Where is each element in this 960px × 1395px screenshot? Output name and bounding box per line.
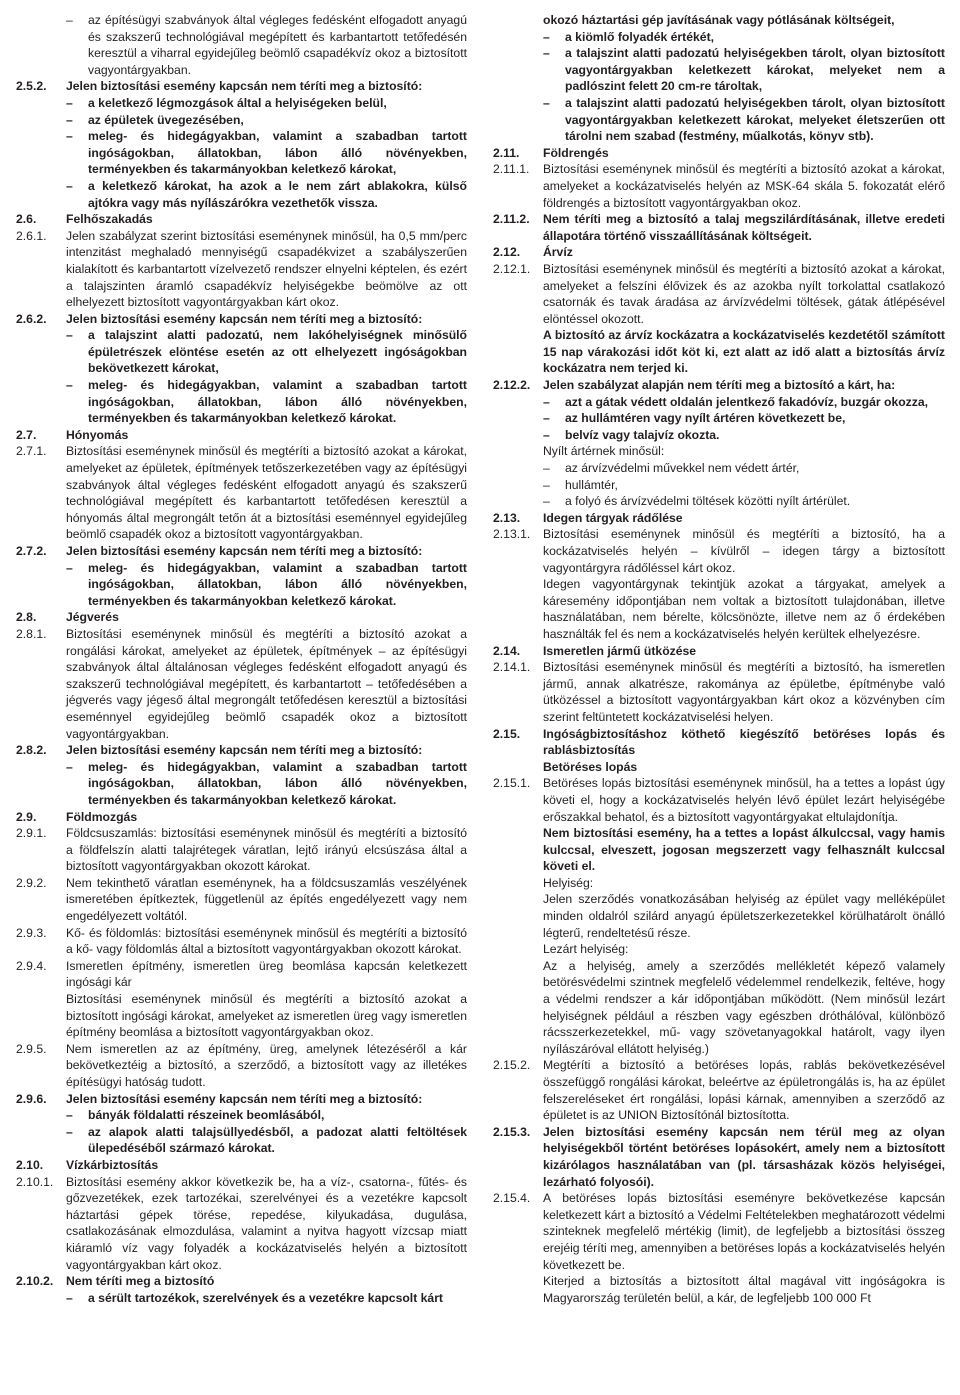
clause	[16, 1041, 467, 1091]
list-item-text: a talajszint alatti padozatú, nem lakóhelyiségnek minősülő épületrészek elöntése esetén az ott elhelyezett ingóságokban bekövetkezett károkat,	[88, 328, 467, 376]
list-item	[493, 493, 945, 510]
clause-text: Nem téríti meg a biztosító a talaj megszilárdításának, illetve eredeti állapotára történő visszaállításának költségeit.	[543, 212, 945, 243]
clause-number: 2.11.	[493, 145, 520, 160]
section-title: Jégverés	[66, 610, 119, 625]
clause	[16, 311, 467, 328]
clause-number: 2.15.3.	[493, 1124, 531, 1139]
section-title: Felhőszakadás	[66, 212, 153, 227]
clause-text: Biztosítási esemény akkor következik be, ha a víz-, csatorna-, fűtés- és gőzvezetékek, ezek tartozékai, szerelvényei és a vezetékre kapcsolt háztartási gépek törése, repedése, kilyukadása, dugulása, csatlakozásának elmozdulása, valamint a nyitva hagyott vízcsap miatt kiáramló víz vagy folyadék a kockázatviselés helyén a biztosított vagyontárgyakban kárt okoz.	[66, 1174, 467, 1272]
paragraph: Betöréses lopás	[543, 759, 638, 774]
clause-text: Biztosítási eseménynek minősül és megtéríti a biztosító azokat a károkat, amelyeket az épületek, építmények tetőszerkezetében vagy az építésügyi szabványok által végleges fedésként elfogadott anyagú és szakszerű technológiával megépített és karbantartott tetőfedésen keresztül a hónyomás által megrongált tetőn át a biztosítási eseménnyel egyidejűleg beömlő csapadék okoz a biztosított vagyontárgyakban.	[66, 444, 467, 542]
list-item	[16, 95, 467, 112]
section-title: Vízkárbiztosítás	[66, 1157, 159, 1172]
list-item	[493, 95, 945, 145]
list-item-text: a keletkező károkat, ha azok a le nem zárt ablakokra, külső ajtókra vagy más nyílászárókra vezethetők vissza.	[88, 178, 467, 210]
paragraph: Idegen vagyontárgynak tekintjük azokat a tárgyakat, amelyek a káresemény időpontjában nem voltak a biztosított tulajdonában, illetve használatában, nem bérelte, kölcsönözte, illetve nem az ő érdekében használták fel és nem a kockázatviselés helyén kerültek elhelyezésre.	[543, 577, 945, 641]
section-title: Hónyomás	[66, 427, 129, 442]
clause-number: 2.7.	[16, 427, 37, 442]
dash-bullet: –	[543, 461, 550, 476]
dash-bullet: –	[66, 328, 73, 343]
clause-number: 2.15.	[493, 726, 521, 741]
clause	[16, 626, 467, 742]
dash-bullet: –	[66, 1124, 73, 1139]
clause-number: 2.9.	[16, 809, 37, 824]
clause-number: 2.9.4.	[16, 958, 47, 973]
clause-number: 2.7.2.	[16, 544, 47, 558]
clause-number: 2.10.1.	[16, 1174, 54, 1189]
clause-number: 2.15.4.	[493, 1191, 531, 1206]
list-item	[493, 45, 945, 95]
clause-text: Biztosítási eseménynek minősül és megtéríti a biztosító, ha ismeretlen jármű, annak alkatrésze, rakománya az épületbe, építménybe való ütközéssel a biztosított vagyontárgyakban kárt okoz a közvényben cím szerint feltüntetett kockázatviselési helyen.	[543, 660, 945, 724]
clause	[16, 1273, 467, 1290]
clause	[493, 1124, 945, 1190]
paragraph: Nem biztosítási esemény, ha a tettes a lopást álkulccsal, vagy hamis kulccsal, elveszett, jogosan megszerzett vagy felhasznált kulccsal követi el.	[543, 826, 945, 874]
clause	[16, 1091, 467, 1108]
clause-text: Jelen biztosítási esemény kapcsán nem téríti meg a biztosító:	[66, 743, 423, 758]
clause	[493, 526, 945, 576]
list-item-text: belvíz vagy talajvíz okozta.	[565, 427, 720, 442]
dash-bullet: –	[66, 560, 73, 575]
clause-number: 2.12.2.	[493, 378, 531, 393]
list-item	[16, 178, 467, 211]
dash-bullet: –	[543, 46, 550, 61]
clause	[16, 543, 467, 560]
list-item-text: meleg- és hidegágyakban, valamint a szabadban tartott ingóságokban, állatokban, lábon álló növényekben, terményekben és takarmányokban keletkező károkat,	[88, 129, 467, 177]
dash-bullet: –	[543, 427, 550, 442]
clause	[493, 261, 945, 327]
clause-number: 2.5.2.	[16, 79, 47, 94]
list-item	[493, 460, 945, 477]
clause-text: Biztosítási eseménynek minősül és megtéríti a biztosító azokat a károkat, amelyeket a kockázatviselés helyén az MSK-64 skála 5. fokozatát elérő földrengés a biztosított vagyontárgyakban okoz.	[543, 162, 945, 210]
clause	[16, 742, 467, 759]
paragraph: Jelen szerződés vonatkozásában helyiség az épület vagy melléképület minden oldalról szilárd anyagú épületszerkezetekkel körülhatárolt önálló légterű, rendeltetésű része.	[543, 892, 945, 940]
clause-number: 2.6.1.	[16, 228, 47, 243]
clause	[493, 775, 945, 825]
list-item	[493, 427, 945, 444]
clause-text: Nem tekinthető váratlan eseménynek, ha a földcsuszamlás veszélyének ismeretében építkeztek, függetlenül az építés engedélyezett vagy nem engedélyezett voltától.	[66, 875, 467, 924]
dash-bullet: –	[543, 411, 550, 426]
clause-text: Jelen biztosítási esemény kapcsán nem térül meg az olyan helyiségekből történt betöréses lopásokért, amely nem a biztosított kizárólagos használatában van (pl. társasházak közös helyiségei, lezárható folyosói).	[543, 1124, 945, 1189]
clause-number: 2.14.	[493, 643, 521, 658]
dash-bullet: –	[66, 378, 73, 393]
list-item-text: az alapok alatti talajsüllyedésből, a padozat alatti feltöltések ülepedéséből származó károkat.	[88, 1124, 467, 1156]
clause	[493, 161, 945, 211]
paragraph: Kiterjed a biztosítás a biztosított által magával vitt ingóságokra is Magyarország területén belül, a kár, de legfeljebb 100 000 Ft	[543, 1274, 945, 1305]
section-title: Idegen tárgyak rádőlése	[543, 510, 683, 525]
section-title: Ismeretlen jármű ütközése	[543, 643, 697, 658]
list-item-text: az építésügyi szabványok által végleges fedésként elfogadott anyagú és szakszerű technológiával megépített és karbantartott tetőfedésén keresztül a viharral egyidejűleg beömlő csapadékvíz okoz a biztosított vagyontárgyakban.	[88, 13, 467, 77]
list-item	[16, 377, 467, 427]
list-item	[16, 1107, 467, 1124]
right-column	[493, 12, 945, 1306]
clause-number: 2.8.2.	[16, 743, 47, 758]
clause	[493, 377, 945, 394]
list-item-text: meleg- és hidegágyakban, valamint a szabadban tartott ingóságokban, állatokban, lábon álló növényekben, terményekben és takarmányokban keletkező károkat.	[88, 560, 467, 608]
section-heading	[493, 244, 945, 261]
list-item-text: hullámtér,	[565, 477, 618, 492]
clause-text: Biztosítási eseménynek minősül és megtéríti a biztosító azokat a károkat, amelyeket a felszíni élővizek és az azokba nyílt torkolattal csatlakozó csatornák és tavak áradása az árvízvédelmi töltések, gátak átlépésével elöntéssel okozott.	[543, 261, 945, 326]
paragraph: Biztosítási eseménynek minősül és megtéríti a biztosító azokat a biztosított ingósági károkat, amelyeket az ismeretlen üreg vagy ismeretlen építmény beomlása a biztosított vagyontárgyakban okoz.	[66, 992, 467, 1040]
list-item	[493, 477, 945, 494]
list-item-text: a talajszint alatti padozatú helyiségekben tárolt, olyan biztosított vagyontárgyakban keletkezett károkat, melyeket nem a padlószint felett 20 cm-re tároltak,	[565, 46, 945, 94]
section-title: Földrengés	[543, 145, 609, 160]
list-item	[16, 128, 467, 178]
list-item	[493, 410, 945, 427]
clause-text: Biztosítási eseménynek minősül és megtéríti a biztosító azokat a rongálási károkat, amelyeket az épületek, építmények – az építésügyi szabványok által általánosan végleges fedésként elfogadott anyagú és szakszerű technológiával megépített, és karbantartott – tetőfedésében a jégverés vagy jégeső által megrongált tetőfedésen keresztül a biztosítási eseménnyel egyidejűleg beömlő csapadék okoz a biztosított vagyontárgyakban.	[66, 626, 467, 741]
paragraph: Helyiség:	[543, 875, 594, 890]
clause	[493, 1190, 945, 1273]
clause-text: Földcsuszamlás: biztosítási eseménynek minősül és megtéríti a biztosító a földfelszín alatti talajrétegek váratlan, lejtő irányú elcsúszása által a biztosított vagyontárgyakban okozott károkat.	[66, 826, 467, 874]
section-heading	[16, 427, 467, 444]
list-item-text: az árvízvédelmi művekkel nem védett ártér,	[565, 461, 800, 476]
clause-number: 2.6.2.	[16, 311, 47, 326]
list-item	[16, 1290, 467, 1307]
clause-number: 2.7.1.	[16, 444, 47, 459]
clause-number: 2.14.1.	[493, 660, 531, 675]
clause	[16, 825, 467, 875]
list-item-text: a talajszint alatti padozatú helyiségekben tárolt, olyan biztosított vagyontárgyakban keletkezett károkat, melyeket életszerűen ott tárolni nem szabad (festmény, műalkotás, könyv stb).	[565, 95, 945, 144]
clause-number: 2.10.	[16, 1157, 44, 1172]
clause-text: Nem téríti meg a biztosító	[66, 1274, 215, 1289]
list-item	[16, 12, 467, 78]
clause-text: Jelen biztosítási esemény kapcsán nem téríti meg a biztosító:	[66, 544, 423, 558]
dash-bullet: –	[66, 112, 73, 127]
clause-text: Megtéríti a biztosító a betöréses lopás, rablás bekövetkezésével összefüggő rongálási károkat, beleértve az épületrongálás is, ha az épület felszereléseket ért rongálási, lopási kárnak, amennyiben a szerződő az épületet is az UNION Biztosítónál biztosította.	[543, 1058, 945, 1123]
list-item-text: meleg- és hidegágyakban, valamint a szabadban tartott ingóságokban, állatokban, lábon álló növényekben, terményekben és takarmányokban keletkező károkat.	[88, 378, 467, 426]
paragraph: okozó háztartási gép javításának vagy pótlásának költségeit,	[543, 13, 895, 27]
dash-bullet: –	[66, 759, 73, 774]
section-title: Földmozgás	[66, 809, 138, 824]
list-item	[16, 112, 467, 129]
clause-text: Nem ismeretlen az az építmény, üreg, amelynek létezéséről a kár bekövetkeztéig a biztosító, a szerződő, a biztosított vagy az illetékes építésügyi hatóság tudott.	[66, 1041, 467, 1089]
section-title: Árvíz	[543, 245, 573, 260]
section-heading	[16, 609, 467, 626]
clause	[16, 1174, 467, 1274]
clause-text: Ismeretlen építmény, ismeretlen üreg beomlása kapcsán keletkezett ingósági kár	[66, 958, 467, 990]
clause	[493, 1057, 945, 1123]
section-heading	[16, 809, 467, 826]
clause-text: Jelen biztosítási esemény kapcsán nem téríti meg a biztosító:	[66, 311, 423, 326]
clause-number: 2.9.5.	[16, 1041, 47, 1056]
section-title: Ingóságbiztosításhoz köthető kiegészítő betöréses lopás és rablásbiztosítás	[543, 726, 945, 758]
dash-bullet: –	[66, 13, 73, 27]
paragraph: Az a helyiség, amely a szerződés mellékletét képező valamely betörésvédelmi szintnek megfelelő védelemmel rendelkezik, feltéve, hogy a védelmi rendszer a kár időpontjában működött. (Nem minősül lezárt helyiségnek például a részben vagy egészben dróthálóval, különböző rácsszerkezetekkel, mű- vagy szövetanyagokkal határolt, vagy ilyen nyílászáróval ellátott helyiség.)	[543, 958, 945, 1056]
list-item-text: a kiömlő folyadék értékét,	[565, 29, 715, 44]
clause-number: 2.10.2.	[16, 1274, 54, 1289]
clause-text: Biztosítási eseménynek minősül és megtéríti a biztosító, ha a kockázatviselés helyén – kívülről – idegen tárgy a biztosított vagyontárgyra rádőléssel kárt okoz.	[543, 527, 945, 575]
list-item-text: a sérült tartozékok, szerelvények és a vezetékre kapcsolt kárt	[88, 1290, 443, 1305]
list-item	[493, 29, 945, 46]
list-item-text: bányák földalatti részeinek beomlásából,	[88, 1108, 325, 1123]
section-heading	[16, 211, 467, 228]
clause	[493, 659, 945, 725]
clause-number: 2.8.1.	[16, 626, 47, 641]
section-heading	[493, 145, 945, 162]
list-item-text: az épületek üvegezésében,	[88, 112, 244, 127]
dash-bullet: –	[66, 1108, 73, 1123]
clause-text: Betöréses lopás biztosítási eseménynek minősül, ha a tettes a lopást úgy követi el, hogy a kockázatviselés helyén lévő épület lezárt helyiségébe erőszakkal behatol, és a biztosított vagyontárgyakat eltulajdonítja.	[543, 776, 945, 824]
paragraph: Lezárt helyiség:	[543, 942, 629, 957]
list-item	[16, 759, 467, 809]
section-heading	[493, 643, 945, 660]
clause	[16, 925, 467, 958]
list-item	[16, 560, 467, 610]
section-heading	[493, 510, 945, 527]
list-item	[16, 1124, 467, 1157]
clause-number: 2.11.1.	[493, 162, 530, 177]
dash-bullet: –	[66, 129, 73, 144]
list-item-text: a keletkező légmozgások által a helyiségeken belül,	[88, 95, 387, 110]
clause-text: Kő- és földomlás: biztosítási eseménynek minősül és megtéríti a biztosító a kő- vagy földomlás által a biztosított vagyontárgyakban okozott károkat.	[66, 925, 467, 957]
clause-number: 2.9.3.	[16, 925, 47, 940]
clause-number: 2.12.	[493, 245, 521, 260]
list-item	[493, 394, 945, 411]
dash-bullet: –	[66, 95, 73, 110]
clause-number: 2.9.1.	[16, 826, 47, 841]
clause-number: 2.15.2.	[493, 1058, 531, 1073]
section-heading	[493, 726, 945, 759]
clause-number: 2.15.1.	[493, 776, 531, 791]
dash-bullet: –	[543, 95, 550, 110]
dash-bullet: –	[543, 494, 550, 509]
clause-number: 2.13.1.	[493, 527, 531, 542]
clause-text: A betöréses lopás biztosítási eseményre bekövetkezése kapcsán keletkezett kárt a biztosító a Védelmi Feltételekben meghatározott védelmi szinteknek megfelelő mértékig (limit), de legfeljebb a biztosítási összeg erejéig téríti meg, amennyiben a betöréses lopás a kockázatviselés helyén következett be.	[543, 1191, 945, 1272]
clause-number: 2.13.	[493, 510, 521, 525]
clause-number: 2.8.	[16, 610, 37, 625]
clause	[16, 875, 467, 925]
list-item-text: a folyó és árvízvédelmi töltések közötti nyílt ártérület.	[565, 494, 851, 509]
clause	[16, 443, 467, 543]
clause-number: 2.12.1.	[493, 261, 531, 276]
clause	[16, 78, 467, 95]
list-item	[16, 327, 467, 377]
list-item-text: meleg- és hidegágyakban, valamint a szabadban tartott ingóságokban, állatokban, lábon álló növényekben, terményekben és takarmányokban keletkező károkat.	[88, 759, 467, 807]
paragraph: A biztosító az árvíz kockázatra a kockázatviselés kezdetétől számított 15 nap várakozási időt köt ki, ezt alatt az idő alatt a biztosítás árvíz kockázatra nem terjed ki.	[543, 328, 945, 376]
list-item-text: azt a gátak védett oldalán jelentkező fakadóvíz, buzgár okozza,	[565, 394, 929, 409]
dash-bullet: –	[66, 1290, 73, 1305]
section-heading	[16, 1157, 467, 1174]
clause-text: Jelen szabályzat szerint biztosítási eseménynek minősül, ha 0,5 mm/perc intenzitást meghaladó mennyiségű csapadékvizet a szabályszerűen kialakított és karbantartott vízelvezető rendszer elnyelni képtelen, és ezért a talajszinten áramló csapadékvíz helyiségekbe beömölve az ott elhelyezett biztosított vagyontárgyakban kárt okoz.	[66, 228, 467, 310]
clause-text: Jelen biztosítási esemény kapcsán nem téríti meg a biztosító:	[66, 1091, 423, 1106]
paragraph: Nyílt ártérnek minősül:	[543, 444, 665, 459]
clause-text: Jelen szabályzat alapján nem téríti meg a biztosító a kárt, ha:	[543, 378, 896, 393]
left-column	[16, 12, 467, 1306]
dash-bullet: –	[543, 477, 550, 492]
clause	[16, 228, 467, 311]
dash-bullet: –	[543, 394, 550, 409]
dash-bullet: –	[66, 178, 73, 193]
list-item-text: az hullámtéren vagy nyílt ártéren következett be,	[565, 411, 846, 426]
clause-number: 2.9.6.	[16, 1091, 47, 1106]
clause-number: 2.9.2.	[16, 875, 47, 890]
clause	[16, 958, 467, 991]
clause-text: Jelen biztosítási esemény kapcsán nem téríti meg a biztosító:	[66, 79, 423, 94]
dash-bullet: –	[543, 29, 550, 44]
clause-number: 2.11.2.	[493, 212, 530, 227]
clause-number: 2.6.	[16, 212, 37, 227]
clause	[493, 211, 945, 244]
